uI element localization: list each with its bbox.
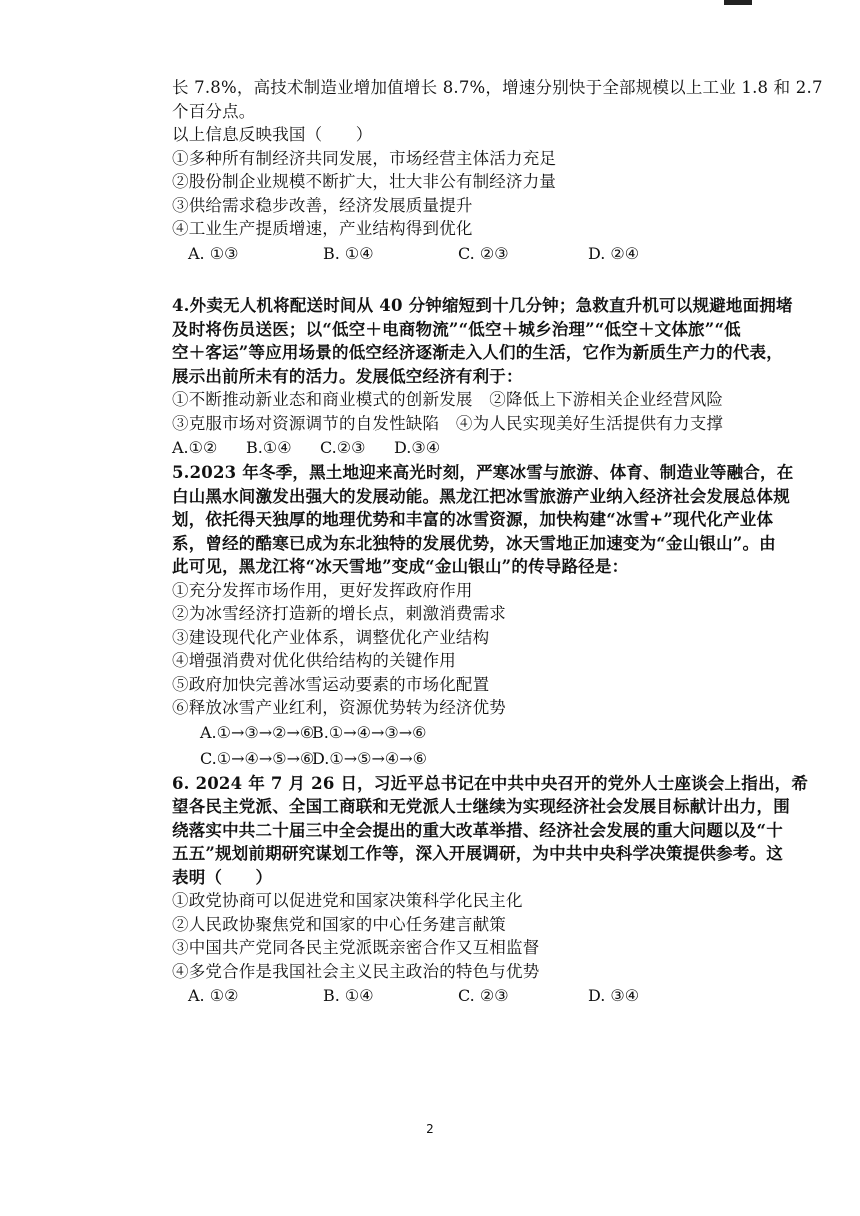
q4-option-b[interactable]: B.①④: [246, 438, 292, 457]
page-number: 2: [426, 1122, 434, 1136]
q6-option-d[interactable]: D. ③④: [588, 986, 640, 1005]
scan-corner-mark: [724, 0, 752, 5]
q3-option-d[interactable]: D. ②④: [588, 243, 640, 263]
q6-option-c[interactable]: C. ②③: [458, 986, 509, 1005]
q6-statement: ①政党协商可以促进党和国家决策科学化民主化: [172, 891, 523, 910]
q6-option-a[interactable]: A. ①②: [188, 986, 239, 1005]
q3-continuation-line: 个百分点。: [172, 101, 256, 121]
q6-stem-line: 6. 2024 年 7 月 26 日，习近平总书记在中共中央召开的党外人士座谈会上指出，希: [172, 773, 809, 793]
q4-options: [172, 435, 712, 461]
q6-stem-line: 表明（ ）: [172, 867, 273, 887]
q4-stem-line: 及时将伤员送医；以“低空＋电商物流”“低空＋城乡治理”“低空＋文体旅”“低: [172, 319, 741, 339]
q4-stem-line: 空＋客运”等应用场景的低空经济逐渐走入人们的生活，它作为新质生产力的代表，: [172, 343, 783, 362]
q3-stem: 以上信息反映我国（ ）: [172, 125, 373, 144]
q6-statement: ③中国共产党同各民主党派既亲密合作又互相监督: [172, 938, 540, 957]
q3-statement: ④工业生产提质增速，产业结构得到优化: [172, 219, 473, 238]
q5-statement: ⑤政府加快完善冰雪运动要素的市场化配置: [172, 674, 490, 694]
q5-statement: ⑥释放冰雪产业红利，资源优势转为经济优势: [172, 698, 506, 717]
q5-statement: ①充分发挥市场作用，更好发挥政府作用: [172, 580, 473, 600]
q3-statement: ②股份制企业规模不断扩大，壮大非公有制经济力量: [172, 172, 557, 191]
q6-statement: ②人民政协聚焦党和国家的中心任务建言献策: [172, 914, 506, 934]
q4-stem-line: 展示出前所未有的活力。发展低空经济有利于：: [172, 366, 523, 386]
question-3: [172, 76, 823, 267]
q4-option-d[interactable]: D.③④: [394, 438, 441, 457]
q3-statement: ③供给需求稳步改善，经济发展质量提升: [172, 195, 473, 215]
q6-stem-line: 绕落实中共二十届三中全会提出的重大改革举措、经济社会发展的重大问题以及“十: [172, 820, 783, 840]
q6-statement: ④多党合作是我国社会主义民主政治的特色与优势: [172, 961, 540, 981]
q3-statement: ①多种所有制经济共同发展，市场经营主体活力充足: [172, 148, 557, 168]
q3-option-c[interactable]: C. ②③: [458, 243, 509, 263]
q5-statement: ②为冰雪经济打造新的增长点，刺激消费需求: [172, 604, 506, 623]
q4-option-a[interactable]: A.①②: [172, 438, 218, 457]
q5-stem-line: 系，曾经的酷寒已成为东北独特的发展优势，冰天雪地正加速变为“金山银山”。由: [172, 533, 776, 553]
q3-options: [172, 241, 712, 267]
q5-stem-line: 划，依托得天独厚的地理优势和丰富的冰雪资源，加快构建“冰雪+”现代化产业体: [172, 510, 774, 529]
q5-statement: ④增强消费对优化供给结构的关键作用: [172, 651, 456, 670]
question-4: [172, 294, 793, 461]
q5-options-row-2: [172, 746, 712, 772]
q4-statement: ③克服市场对资源调节的自发性缺陷 ④为人民实现美好生活提供有力支撑: [172, 413, 724, 433]
q5-option-a[interactable]: A.①→③→②→⑥: [200, 722, 315, 742]
q5-options-row-1: [172, 720, 712, 746]
q6-stem-line: 望各民主党派、全国工商联和无党派人士继续为实现经济社会发展目标献计出力，围: [172, 797, 790, 816]
q4-statement: ①不断推动新业态和商业模式的创新发展 ②降低上下游相关企业经营风险: [172, 390, 724, 409]
q5-statement: ③建设现代化产业体系，调整优化产业结构: [172, 627, 490, 647]
q5-stem-line: 白山黑水间激发出强大的发展动能。黑龙江把冰雪旅游产业纳入经济社会发展总体规: [172, 486, 790, 506]
q4-stem-line: 4.外卖无人机将配送时间从 40 分钟缩短到十几分钟；急救直升机可以规避地面拥堵: [172, 296, 793, 315]
q5-stem-line: 此可见，黑龙江将“冰天雪地”变成“金山银山”的传导路径是：: [172, 557, 629, 576]
q3-option-b[interactable]: B. ①④: [323, 243, 374, 263]
q6-options: [172, 983, 712, 1009]
question-6: [172, 772, 809, 1010]
q4-option-c[interactable]: C.②③: [320, 438, 366, 457]
q3-continuation-line: 长 7.8%，高技术制造业增加值增长 8.7%，增速分别快于全部规模以上工业 1.8 和 2.7: [172, 78, 823, 97]
q5-option-b[interactable]: B.①→④→③→⑥: [312, 722, 427, 742]
q5-option-c[interactable]: C.①→④→⑤→⑥: [200, 748, 315, 768]
exam-page: [172, 76, 823, 1009]
q5-option-d[interactable]: D.①→⑤→④→⑥: [312, 748, 427, 768]
q6-stem-line: 五五”规划前期研究谋划工作等，深入开展调研，为中共中央科学决策提供参考。这: [172, 844, 783, 863]
question-5: [172, 461, 794, 772]
q6-option-b[interactable]: B. ①④: [323, 986, 374, 1005]
q5-stem-line: 5.2023 年冬季，黑土地迎来高光时刻，严寒冰雪与旅游、体育、制造业等融合，在: [172, 463, 794, 482]
spacer: [172, 267, 712, 291]
q3-option-a[interactable]: A. ①③: [188, 243, 239, 263]
